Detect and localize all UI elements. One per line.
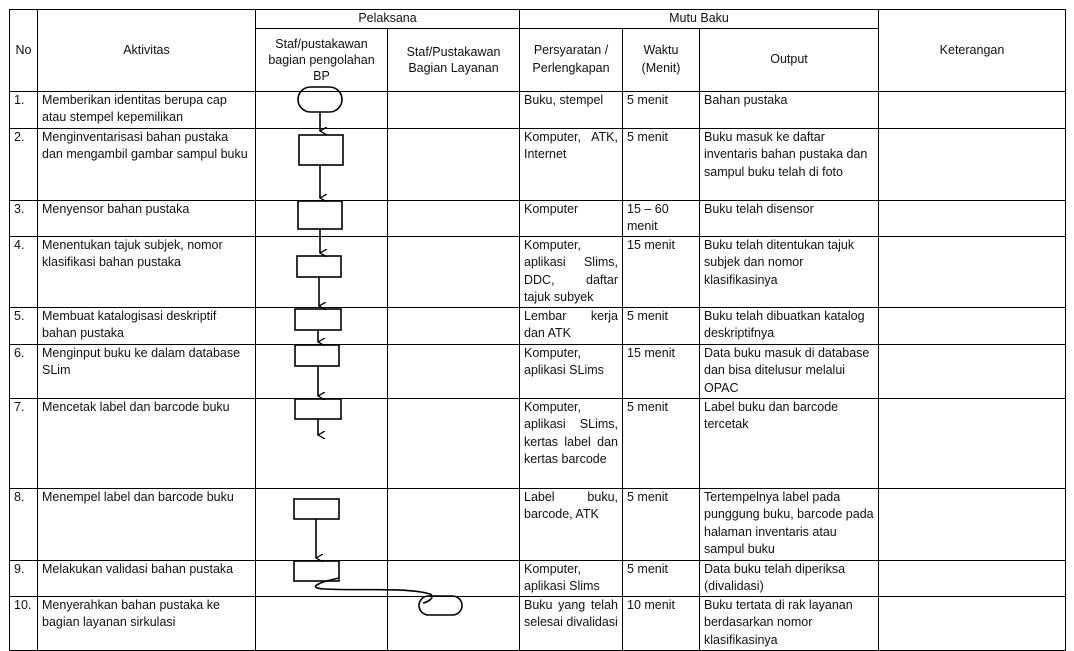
row-number: 2.: [10, 128, 38, 200]
table-row: [10, 344, 1066, 398]
row-number: 8.: [10, 488, 38, 560]
activity-cell: Menyensor bahan pustaka: [38, 200, 256, 236]
header-output: Output: [700, 28, 879, 91]
table-row: [10, 200, 1066, 236]
time-cell: 5 menit: [623, 91, 700, 128]
flow-layanan-cell: [388, 488, 520, 560]
activity-cell: Membuat katalogisasi deskriptif bahan pustaka: [38, 307, 256, 344]
activity-cell: Menginventarisasi bahan pustaka dan mengambil gambar sampul buku: [38, 128, 256, 200]
requirement-cell: Buku, stempel: [520, 91, 623, 128]
flow-pengolahan-cell: [256, 398, 388, 488]
table-row: [10, 128, 1066, 200]
requirement-cell: Komputer, aplikasi SLims, kertas label dan kertas barcode: [520, 398, 623, 488]
flow-layanan-cell: [388, 596, 520, 650]
activity-cell: Mencetak label dan barcode buku: [38, 398, 256, 488]
keterangan-cell: [879, 200, 1066, 236]
flow-pengolahan-cell: [256, 236, 388, 307]
activity-cell: Menyerahkan bahan pustaka ke bagian layanan sirkulasi: [38, 596, 256, 650]
flow-pengolahan-cell: [256, 560, 388, 596]
flow-pengolahan-cell: [256, 307, 388, 344]
header-aktivitas: Aktivitas: [38, 10, 256, 92]
time-cell: 15 menit: [623, 236, 700, 307]
keterangan-cell: [879, 91, 1066, 128]
header-no: No: [10, 10, 38, 92]
table-row: [10, 596, 1066, 650]
keterangan-cell: [879, 307, 1066, 344]
header-keterangan: Keterangan: [879, 10, 1066, 92]
table-row: [10, 91, 1066, 128]
output-cell: Buku telah ditentukan tajuk subjek dan nomor klasifikasinya: [700, 236, 879, 307]
row-number: 10.: [10, 596, 38, 650]
time-cell: 5 menit: [623, 128, 700, 200]
row-number: 4.: [10, 236, 38, 307]
keterangan-cell: [879, 128, 1066, 200]
row-number: 1.: [10, 91, 38, 128]
output-cell: Bahan pustaka: [700, 91, 879, 128]
output-cell: Buku masuk ke daftar inventaris bahan pustaka dan sampul buku telah di foto: [700, 128, 879, 200]
sop-body: [10, 91, 1066, 650]
output-cell: Buku tertata di rak layanan berdasarkan nomor klasifikasinya: [700, 596, 879, 650]
row-number: 9.: [10, 560, 38, 596]
output-cell: Buku telah disensor: [700, 200, 879, 236]
requirement-cell: Komputer, aplikasi SLims: [520, 344, 623, 398]
keterangan-cell: [879, 488, 1066, 560]
output-cell: Data buku telah diperiksa (divalidasi): [700, 560, 879, 596]
time-cell: 5 menit: [623, 560, 700, 596]
requirement-cell: Komputer, aplikasi Slims, DDC, daftar tajuk subyek: [520, 236, 623, 307]
time-cell: 5 menit: [623, 398, 700, 488]
flow-layanan-cell: [388, 307, 520, 344]
flow-layanan-cell: [388, 398, 520, 488]
flow-layanan-cell: [388, 200, 520, 236]
header-pelaksana: Pelaksana: [256, 10, 520, 29]
activity-cell: Menempel label dan barcode buku: [38, 488, 256, 560]
output-cell: Label buku dan barcode tercetak: [700, 398, 879, 488]
header-mutu-baku: Mutu Baku: [520, 10, 879, 29]
table-row: [10, 307, 1066, 344]
activity-cell: Menentukan tajuk subjek, nomor klasifikasi bahan pustaka: [38, 236, 256, 307]
output-cell: Data buku masuk di database dan bisa ditelusur melalui OPAC: [700, 344, 879, 398]
table-row: [10, 398, 1066, 488]
time-cell: 15 – 60 menit: [623, 200, 700, 236]
time-cell: 5 menit: [623, 307, 700, 344]
requirement-cell: Lembar kerja dan ATK: [520, 307, 623, 344]
time-cell: 15 menit: [623, 344, 700, 398]
keterangan-cell: [879, 398, 1066, 488]
requirement-cell: Buku yang telah selesai divalidasi: [520, 596, 623, 650]
output-cell: Tertempelnya label pada punggung buku, barcode pada halaman inventaris atau sampul buku: [700, 488, 879, 560]
keterangan-cell: [879, 236, 1066, 307]
time-cell: 5 menit: [623, 488, 700, 560]
header-waktu: Waktu (Menit): [623, 28, 700, 91]
requirement-cell: Komputer, aplikasi Slims: [520, 560, 623, 596]
activity-cell: Menginput buku ke dalam database SLim: [38, 344, 256, 398]
row-number: 6.: [10, 344, 38, 398]
header-staf-layanan: Staf/Pustakawan Bagian Layanan: [388, 28, 520, 91]
flow-layanan-cell: [388, 236, 520, 307]
table-row: [10, 560, 1066, 596]
flow-pengolahan-cell: [256, 200, 388, 236]
keterangan-cell: [879, 596, 1066, 650]
sop-table: [9, 9, 1066, 651]
keterangan-cell: [879, 560, 1066, 596]
header-staf-pengolahan: Staf/pustakawan bagian pengolahan BP: [256, 28, 388, 91]
row-number: 3.: [10, 200, 38, 236]
requirement-cell: Komputer: [520, 200, 623, 236]
table-row: [10, 488, 1066, 560]
flow-layanan-cell: [388, 91, 520, 128]
flow-layanan-cell: [388, 344, 520, 398]
requirement-cell: Komputer, ATK, Internet: [520, 128, 623, 200]
flow-pengolahan-cell: [256, 344, 388, 398]
requirement-cell: Label buku, barcode, ATK: [520, 488, 623, 560]
output-cell: Buku telah dibuatkan katalog deskriptifnya: [700, 307, 879, 344]
flow-pengolahan-cell: [256, 128, 388, 200]
activity-cell: Memberikan identitas berupa cap atau stempel kepemilikan: [38, 91, 256, 128]
activity-cell: Melakukan validasi bahan pustaka: [38, 560, 256, 596]
time-cell: 10 menit: [623, 596, 700, 650]
flow-pengolahan-cell: [256, 596, 388, 650]
row-number: 5.: [10, 307, 38, 344]
row-number: 7.: [10, 398, 38, 488]
flow-pengolahan-cell: [256, 91, 388, 128]
flow-layanan-cell: [388, 128, 520, 200]
keterangan-cell: [879, 344, 1066, 398]
table-row: [10, 236, 1066, 307]
header-persyaratan: Persyaratan / Perlengkapan: [520, 28, 623, 91]
